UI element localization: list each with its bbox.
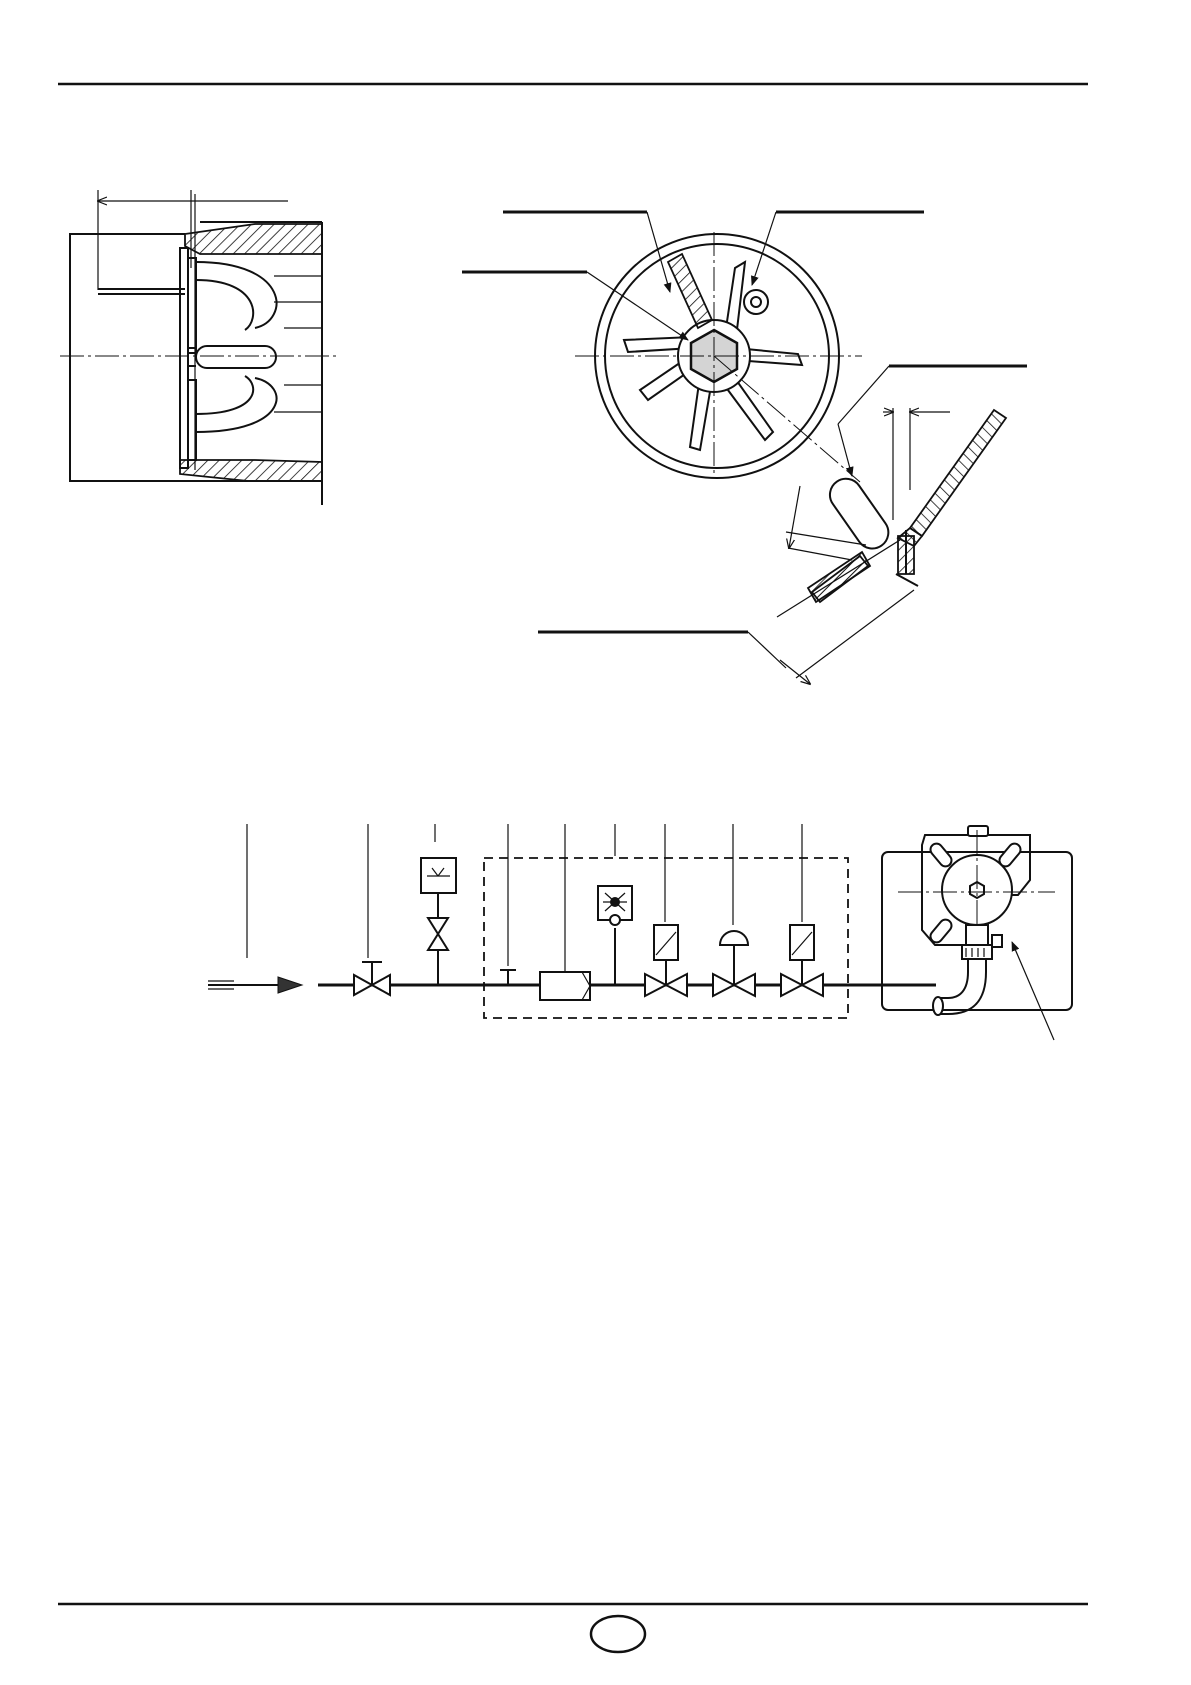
burner-head-section	[60, 190, 338, 505]
valve-icon	[354, 962, 390, 995]
page-number-badge	[589, 1614, 647, 1654]
gas-train-schematic	[208, 824, 1072, 1040]
solenoid-valve-icon	[781, 925, 823, 996]
burner-flange	[882, 826, 1072, 1040]
ignition-electrode-setting	[462, 212, 1027, 684]
solenoid-valve-icon	[645, 925, 687, 996]
filter-icon	[540, 972, 590, 1000]
gas-supply-icon	[208, 977, 302, 993]
pressure-switch-icon	[598, 886, 632, 985]
test-point-icon	[500, 970, 516, 985]
